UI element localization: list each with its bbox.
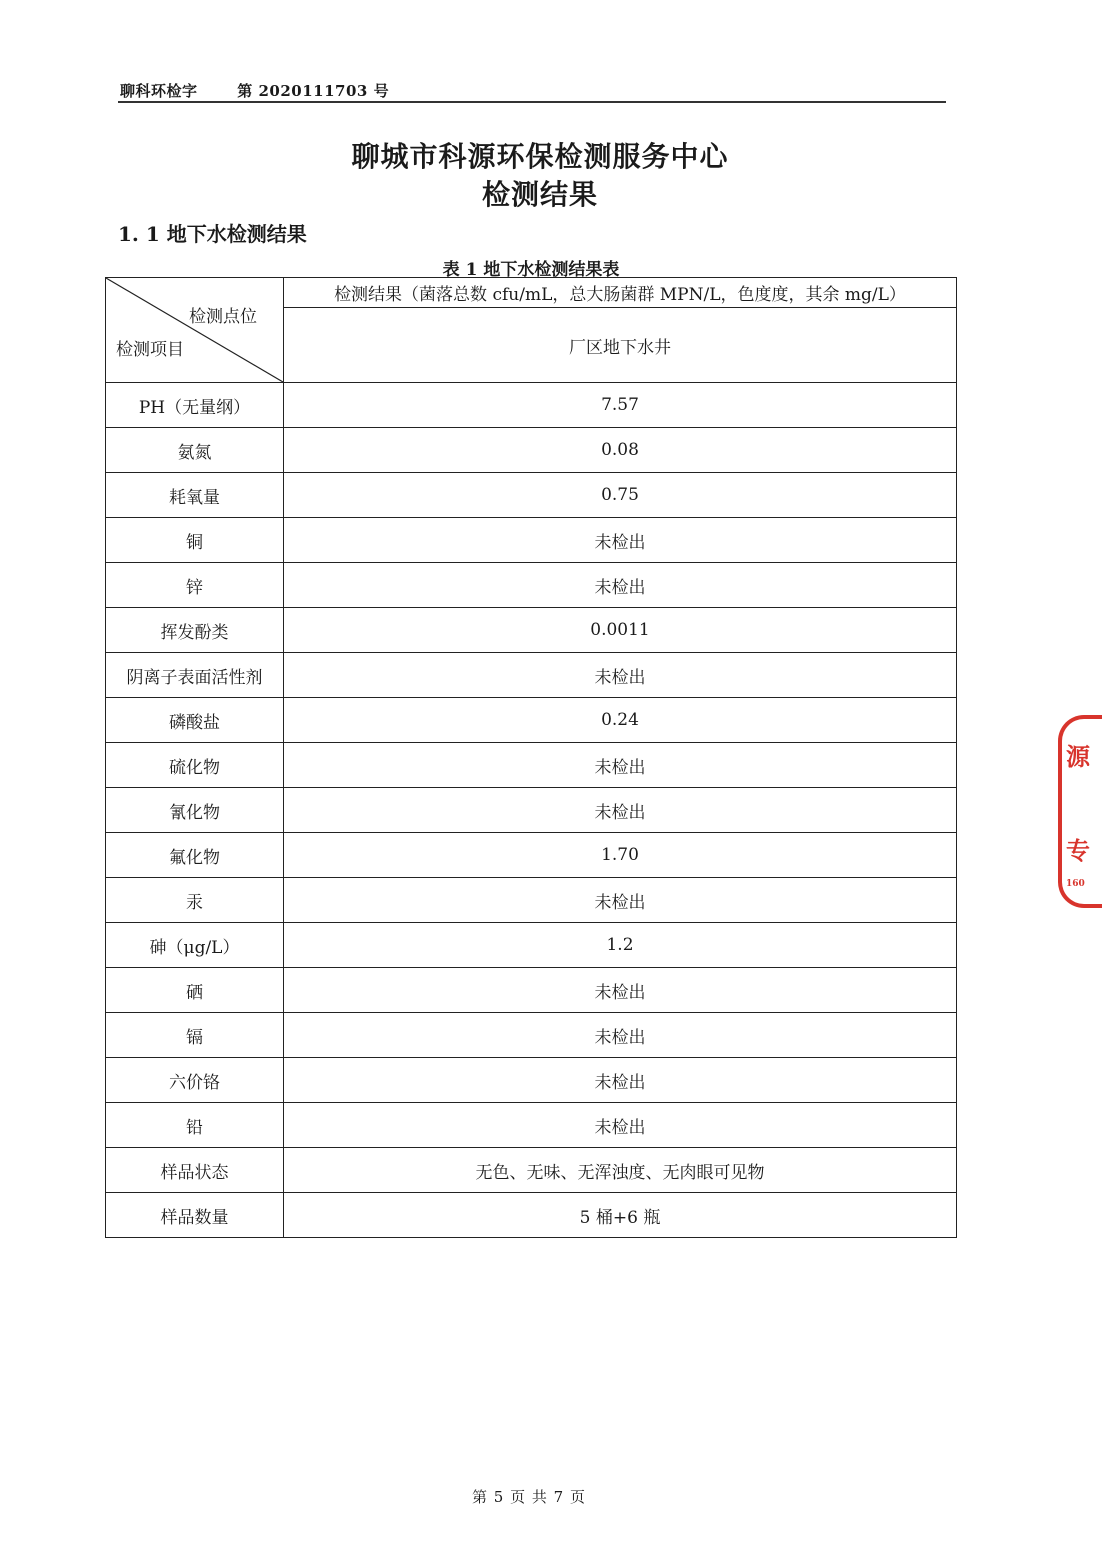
result-value-cell: 未检出 [284,563,957,608]
table-row [106,563,957,608]
result-value-cell: 未检出 [284,1013,957,1058]
test-item-cell: 样品状态 [106,1148,284,1193]
red-seal-stamp [1058,715,1102,908]
test-item-cell: 硒 [106,968,284,1013]
test-item-cell: 氰化物 [106,788,284,833]
result-value-cell: 0.0011 [284,608,957,653]
table-row [106,473,957,518]
corner-label-location: 检测点位 [189,307,257,327]
header-rule [118,101,946,103]
document-header [120,80,946,101]
table-row [106,428,957,473]
test-item-cell: 氟化物 [106,833,284,878]
table-row [106,653,957,698]
test-item-cell: 铅 [106,1103,284,1148]
corner-label-item: 检测项目 [116,340,184,360]
test-item-cell: 汞 [106,878,284,923]
table-row [106,383,957,428]
sampling-location: 厂区地下水井 [284,308,957,383]
table-row [106,923,957,968]
diagonal-line [106,278,283,382]
test-item-cell: 氨氮 [106,428,284,473]
test-item-cell: 样品数量 [106,1193,284,1238]
test-item-cell: 六价铬 [106,1058,284,1103]
result-value-cell: 未检出 [284,1103,957,1148]
seal-char: 专 [1066,836,1090,865]
table-corner-cell [106,278,284,383]
result-value-cell: 5 桶+6 瓶 [284,1193,957,1238]
result-value-cell: 未检出 [284,1058,957,1103]
table-row [106,788,957,833]
result-value-cell: 0.08 [284,428,957,473]
table-row [106,518,957,563]
table-row [106,608,957,653]
seal-char: 160 [1066,879,1085,889]
table-row [106,968,957,1013]
results-unit-header: 检测结果（菌落总数 cfu/mL，总大肠菌群 MPN/L，色度度，其余 mg/L） [284,278,957,308]
test-item-cell: 铜 [106,518,284,563]
table-row [106,698,957,743]
org-code: 聊科环检字 [120,82,198,100]
result-value-cell: 未检出 [284,653,957,698]
table-row [106,1013,957,1058]
table-row [106,1103,957,1148]
results-table-body [106,278,957,1238]
report-title: 检测结果 [481,178,598,211]
result-value-cell: 1.70 [284,833,957,878]
table-caption: 表 1 地下水检测结果表 [442,260,620,280]
document-number: 第 2020111703 号 [237,82,390,100]
result-value-cell: 7.57 [284,383,957,428]
results-table [105,277,957,1238]
test-item-cell: 锌 [106,563,284,608]
page-number: 第 5 页 共 7 页 [472,1488,586,1506]
organization-title: 聊城市科源环保检测服务中心 [351,140,729,173]
result-value-cell: 无色、无味、无浑浊度、无肉眼可见物 [284,1148,957,1193]
result-value-cell: 未检出 [284,788,957,833]
test-item-cell: 镉 [106,1013,284,1058]
test-item-cell: 磷酸盐 [106,698,284,743]
test-item-cell: 硫化物 [106,743,284,788]
table-row [106,1193,957,1238]
result-value-cell: 未检出 [284,518,957,563]
table-row [106,743,957,788]
result-value-cell: 0.24 [284,698,957,743]
test-item-cell: 挥发酚类 [106,608,284,653]
section-heading: 1. 1 地下水检测结果 [118,222,307,246]
table-header-row [106,278,957,308]
result-value-cell: 未检出 [284,743,957,788]
table-row [106,1148,957,1193]
test-item-cell: 耗氧量 [106,473,284,518]
result-value-cell: 1.2 [284,923,957,968]
test-item-cell: 砷（μg/L） [106,923,284,968]
seal-char: 源 [1066,742,1090,771]
result-value-cell: 未检出 [284,968,957,1013]
test-item-cell: 阴离子表面活性剂 [106,653,284,698]
result-value-cell: 未检出 [284,878,957,923]
table-row [106,878,957,923]
table-row [106,1058,957,1103]
table-row [106,833,957,878]
result-value-cell: 0.75 [284,473,957,518]
test-item-cell: PH（无量纲） [106,383,284,428]
